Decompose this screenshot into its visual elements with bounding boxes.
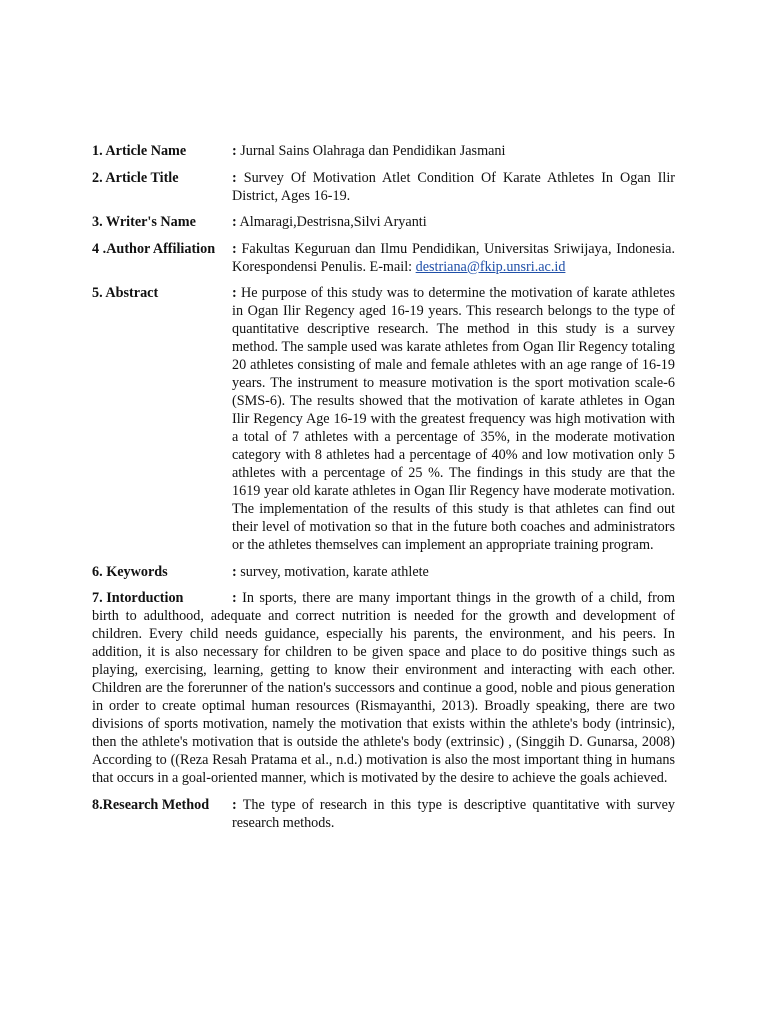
colon: : <box>232 796 237 813</box>
field-label: 8.Research Method <box>92 796 210 813</box>
abstract-row <box>92 284 675 554</box>
email-link[interactable]: destriana@fkip.unsri.ac.id <box>415 258 566 275</box>
field-value <box>232 796 675 832</box>
colon: : <box>232 214 237 230</box>
article-title-row <box>92 169 675 205</box>
article-review <box>92 142 675 840</box>
field-label: 1. Article Name <box>92 143 187 159</box>
colon: : <box>232 240 237 257</box>
author-affiliation-row <box>92 240 675 276</box>
colon: : <box>232 590 237 606</box>
introduction-label: 7. Intorduction <box>92 590 184 606</box>
author-affiliation-value: Fakultas Keguruan dan Ilmu Pendidikan, Universitas Sriwijaya, Indonesia. Korespondensi Penulis. E-mail: <box>232 240 675 275</box>
writers-name-value: Almaragi,Destrisna,Silvi Aryanti <box>239 214 427 230</box>
article-name-row <box>92 142 675 160</box>
field-value <box>232 240 675 276</box>
article-title-value: Survey Of Motivation Atlet Condition Of Karate Athletes In Ogan Ilir District, Ages 16-19. <box>232 169 676 204</box>
field-value <box>232 142 675 160</box>
research-method-row <box>92 796 675 832</box>
field-value <box>232 563 675 581</box>
colon: : <box>232 169 237 186</box>
colon: : <box>232 143 237 159</box>
field-label: 5. Abstract <box>92 285 159 301</box>
keywords-value: survey, motivation, karate athlete <box>240 563 429 580</box>
field-label: 4 .Author Affiliation <box>92 240 216 257</box>
field-value <box>232 284 675 554</box>
field-label: 6. Keywords <box>92 563 168 580</box>
writers-name-row <box>92 213 675 231</box>
field-label: 3. Writer's Name <box>92 214 196 230</box>
keywords-row <box>92 563 675 581</box>
field-value <box>232 213 675 231</box>
colon: : <box>232 285 237 301</box>
field-value <box>232 169 675 205</box>
article-name-value: Jurnal Sains Olahraga dan Pendidikan Jasmani <box>240 143 506 159</box>
research-method-value: The type of research in this type is descriptive quantitative with survey research methods. <box>232 796 675 831</box>
field-label: 2. Article Title <box>92 169 179 186</box>
introduction-text: In sports, there are many important things in the growth of a child, from birth to adulthood, adequate and correct nutrition is needed for the growth and development of children. Every child needs guidance, especially his parents, the environment, and his peers. In addition, it is also necessary for children to be given space and place to do positive things such as playing, exercising, learning, getting to know their environment and interacting with each other. Children are the forerunner of the nation's successors and continue a good, noble and pious generation in order to create optimal human resources (Rismayanthi, 2013). Broadly speaking, there are two divisions of sports motivation, namely the motivation that exists within the athlete's body (intrinsic), then the athlete's motivation that is outside the athlete's body (extrinsic) , (Singgih D. Gunarsa, 2008) According to ((Reza Resah Pratama et al., n.d.) motivation is also the most important thing in humans that occurs in a goal-oriented manner, which is motivated by the desire to achieve the goals achieved. <box>92 590 675 786</box>
introduction-paragraph <box>92 589 675 787</box>
colon: : <box>232 563 237 580</box>
abstract-value: He purpose of this study was to determine the motivation of karate athletes in Ogan Ilir Regency aged 16-19 years. This research belongs to the type of quantitative descriptive research. The method in this study is a survey method. The sample used was karate athletes from Ogan Ilir Regency totaling 20 athletes consisting of male and female athletes with an age range of 16-19 years. The instrument to measure motivation is the sport motivation scale-6 (SMS-6). The results showed that the motivation of karate athletes in Ogan Ilir Regency Age 16-19 with the greatest frequency was high motivation with a total of 7 athletes with a percentage of 35%, in the moderate motivation category with 8 athletes had a percentage of 40% and low motivation only 5 athletes with a percentage of 25 %. The findings in this study are that the 1619 year old karate athletes in Ogan Ilir Regency have moderate motivation. The implementation of the results of this study is that athletes can find out their level of motivation so that in the future both coaches and administrators or the athletes themselves can implement an appropriate training program. <box>232 285 676 553</box>
